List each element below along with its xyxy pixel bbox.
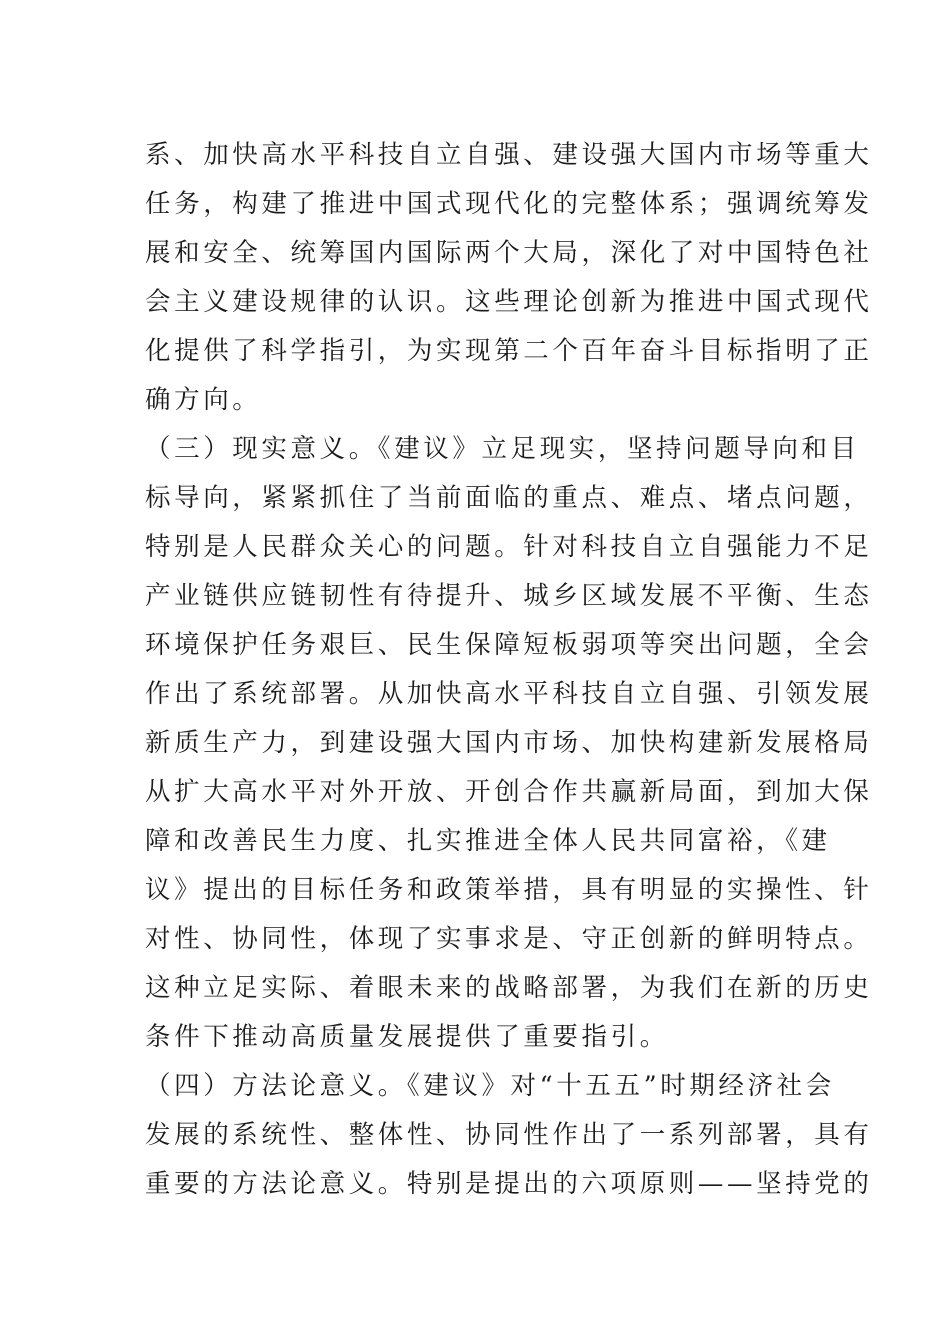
text-line: 作出了系统部署。从加快高水平科技自立自强、引领发展: [145, 679, 873, 709]
text-line: 条件下推动高质量发展提供了重要指引。: [145, 1022, 669, 1052]
text-line: 从扩大高水平对外开放、开创合作共赢新局面，到加大保: [145, 777, 873, 807]
section-heading-line: （四）方法论意义。《建议》对“十五五”时期经济社会: [145, 1071, 835, 1101]
text-line: 议》提出的目标任务和政策举措，具有明显的实操性、针: [145, 875, 873, 905]
text-line: 环境保护任务艰巨、民生保障短板弱项等突出问题，全会: [145, 630, 873, 660]
text-line: 化提供了科学指引，为实现第二个百年奋斗目标指明了正: [145, 336, 873, 366]
body-text: [145, 131, 873, 1209]
text-line: 确方向。: [145, 385, 262, 415]
text-line: 特别是人民群众关心的问题。针对科技自立自强能力不足: [145, 532, 873, 562]
text-line: 障和改善民生力度、扎实推进全体人民共同富裕，《建: [145, 826, 831, 856]
text-line: 重要的方法论意义。特别是提出的六项原则——坚持党的: [145, 1169, 873, 1199]
text-line: 对性、协同性，体现了实事求是、守正创新的鲜明特点。: [145, 924, 873, 954]
text-line: 产业链供应链韧性有待提升、城乡区域发展不平衡、生态: [145, 581, 873, 611]
text-line: 展和安全、统筹国内国际两个大局，深化了对中国特色社: [145, 238, 873, 268]
text-line: 任务，构建了推进中国式现代化的完整体系；强调统筹发: [145, 189, 873, 219]
text-line: 会主义建设规律的认识。这些理论创新为推进中国式现代: [145, 287, 873, 317]
text-line: 标导向，紧紧抓住了当前面临的重点、难点、堵点问题，: [145, 483, 873, 513]
text-line: 系、加快高水平科技自立自强、建设强大国内市场等重大: [145, 140, 873, 170]
section-heading-line: （三）现实意义。《建议》立足现实，坚持问题导向和目: [145, 434, 860, 464]
text-line: 这种立足实际、着眼未来的战略部署，为我们在新的历史: [145, 973, 873, 1003]
text-line: 新质生产力，到建设强大国内市场、加快构建新发展格局: [145, 728, 873, 758]
text-line: 发展的系统性、整体性、协同性作出了一系列部署，具有: [145, 1120, 873, 1150]
